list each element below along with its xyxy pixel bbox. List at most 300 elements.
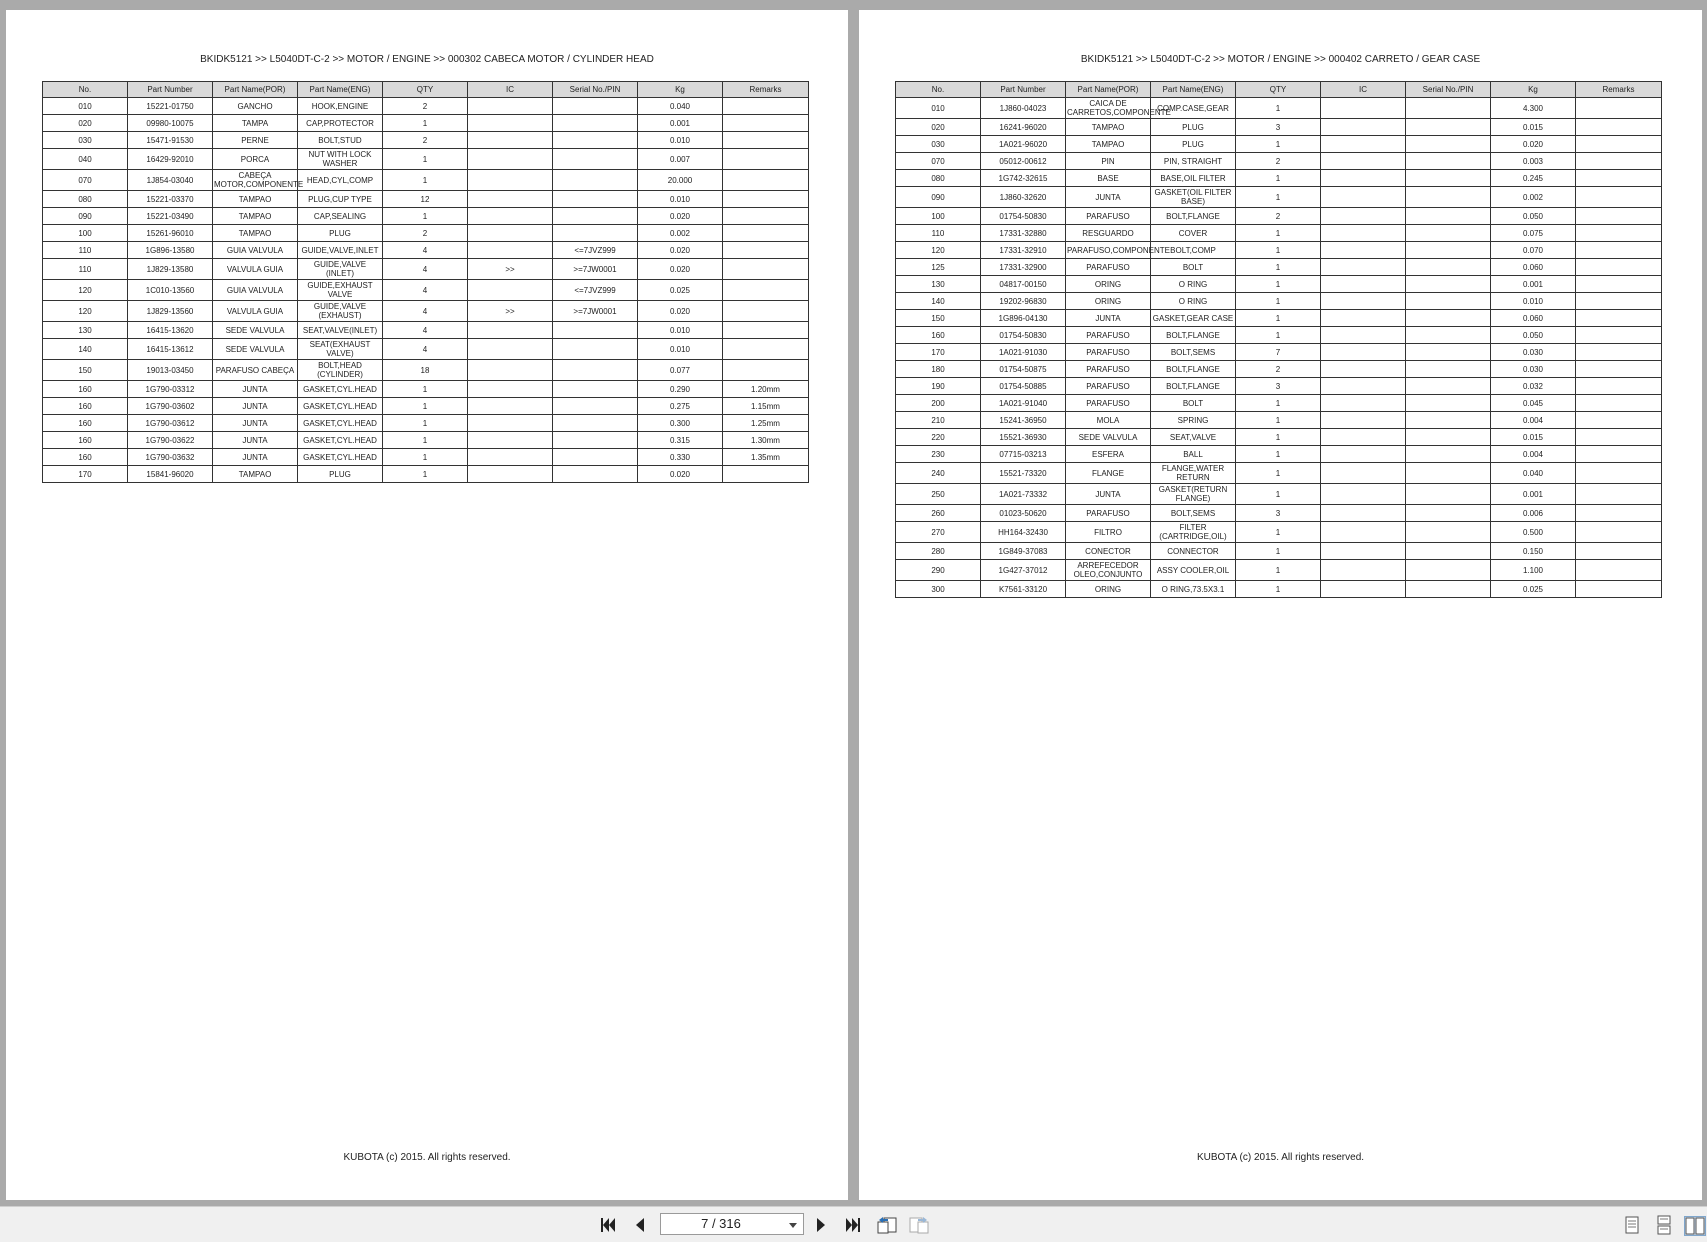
col-part-name-por-header: Part Name(POR) bbox=[213, 82, 298, 98]
col-part-name-eng-cell: COMP.CASE,GEAR bbox=[1151, 98, 1236, 119]
col-ic-cell bbox=[1321, 412, 1406, 429]
col-remarks-cell bbox=[1576, 259, 1662, 276]
col-qty-cell: 4 bbox=[383, 242, 468, 259]
col-serial-cell bbox=[1406, 429, 1491, 446]
col-no-cell: 160 bbox=[43, 449, 128, 466]
col-serial-cell: <=7JVZ999 bbox=[553, 280, 638, 301]
col-ic-cell bbox=[468, 280, 553, 301]
col-serial-cell bbox=[1406, 187, 1491, 208]
col-kg-cell: 0.020 bbox=[1491, 136, 1576, 153]
col-serial-cell bbox=[1406, 208, 1491, 225]
col-part-number-cell: 15241-36950 bbox=[981, 412, 1066, 429]
col-remarks-cell: 1.15mm bbox=[723, 398, 809, 415]
left-table-body bbox=[43, 98, 809, 483]
col-part-name-por-cell: BASE bbox=[1066, 170, 1151, 187]
col-qty-cell: 1 bbox=[1236, 293, 1321, 310]
col-no-cell: 030 bbox=[43, 132, 128, 149]
col-kg-cell: 0.004 bbox=[1491, 412, 1576, 429]
col-serial-cell bbox=[1406, 225, 1491, 242]
continuous-view-icon[interactable] bbox=[1656, 1216, 1672, 1234]
col-qty-cell: 1 bbox=[383, 449, 468, 466]
left-page-title: BKIDK5121 >> L5040DT-C-2 >> MOTOR / ENGINE >> 000302 CABECA MOTOR / CYLINDER HEAD bbox=[200, 54, 654, 65]
col-kg-header: Kg bbox=[638, 82, 723, 98]
col-qty-cell: 1 bbox=[1236, 412, 1321, 429]
table-row bbox=[896, 276, 1662, 293]
col-ic-cell bbox=[468, 225, 553, 242]
col-qty-cell: 3 bbox=[1236, 505, 1321, 522]
col-ic-cell bbox=[1321, 310, 1406, 327]
col-ic-cell bbox=[1321, 581, 1406, 598]
col-no-cell: 160 bbox=[896, 327, 981, 344]
col-part-name-por-cell: PARAFUSO bbox=[1066, 208, 1151, 225]
col-serial-cell: >=7JW0001 bbox=[553, 301, 638, 322]
col-qty-cell: 4 bbox=[383, 322, 468, 339]
col-ic-cell bbox=[1321, 446, 1406, 463]
col-part-number-cell: 16415-13620 bbox=[128, 322, 213, 339]
col-no-cell: 170 bbox=[43, 466, 128, 483]
right-page bbox=[859, 10, 1702, 1200]
col-no-cell: 100 bbox=[43, 225, 128, 242]
table-header-row bbox=[896, 82, 1662, 98]
col-part-name-eng-cell: HOOK,ENGINE bbox=[298, 98, 383, 115]
col-part-name-por-cell: JUNTA bbox=[1066, 187, 1151, 208]
col-remarks-cell bbox=[1576, 429, 1662, 446]
col-qty-cell: 1 bbox=[1236, 429, 1321, 446]
col-qty-cell: 1 bbox=[383, 398, 468, 415]
col-part-name-eng-cell: PLUG,CUP TYPE bbox=[298, 191, 383, 208]
col-kg-cell: 0.077 bbox=[638, 360, 723, 381]
col-part-name-por-cell: JUNTA bbox=[213, 398, 298, 415]
col-no-cell: 280 bbox=[896, 543, 981, 560]
table-row bbox=[43, 259, 809, 280]
col-remarks-cell bbox=[1576, 505, 1662, 522]
col-part-name-por-cell: CAICA DE CARRETOS,COMPONENTE bbox=[1067, 99, 1171, 117]
col-qty-header: QTY bbox=[383, 82, 468, 98]
col-part-name-eng-cell: BOLT,SEMS bbox=[1151, 344, 1236, 361]
col-part-name-por-cell: MOLA bbox=[1066, 412, 1151, 429]
col-part-number-cell: 1J860-32620 bbox=[981, 187, 1066, 208]
col-remarks-cell bbox=[1576, 378, 1662, 395]
right-table-body bbox=[896, 98, 1662, 598]
col-part-number-cell: HH164-32430 bbox=[981, 522, 1066, 543]
col-qty-cell: 1 bbox=[1236, 522, 1321, 543]
table-row bbox=[896, 378, 1662, 395]
col-ic-cell bbox=[1321, 344, 1406, 361]
col-remarks-cell bbox=[1576, 136, 1662, 153]
col-part-name-por-cell: CONECTOR bbox=[1066, 543, 1151, 560]
last-page-button[interactable] bbox=[843, 1215, 863, 1235]
table-row bbox=[43, 242, 809, 259]
col-no-cell: 020 bbox=[43, 115, 128, 132]
table-row bbox=[896, 293, 1662, 310]
col-serial-cell bbox=[553, 191, 638, 208]
col-part-name-eng-cell: GASKET,CYL.HEAD bbox=[298, 432, 383, 449]
col-remarks-cell bbox=[1576, 581, 1662, 598]
col-ic-cell bbox=[1321, 208, 1406, 225]
table-header-row bbox=[43, 82, 809, 98]
col-part-number-cell: 15841-96020 bbox=[128, 466, 213, 483]
col-no-cell: 100 bbox=[896, 208, 981, 225]
col-qty-cell: 1 bbox=[1236, 327, 1321, 344]
col-ic-cell bbox=[468, 149, 553, 170]
col-qty-cell: 1 bbox=[1236, 170, 1321, 187]
col-kg-cell: 0.500 bbox=[1491, 522, 1576, 543]
col-kg-cell: 0.030 bbox=[1491, 344, 1576, 361]
col-part-name-eng-cell: BOLT,FLANGE bbox=[1151, 361, 1236, 378]
table-row bbox=[896, 412, 1662, 429]
col-part-name-por-cell: JUNTA bbox=[213, 449, 298, 466]
col-part-name-eng-cell: PIN, STRAIGHT bbox=[1151, 153, 1236, 170]
col-remarks-cell bbox=[1576, 225, 1662, 242]
col-ic-cell bbox=[468, 415, 553, 432]
col-no-cell: 020 bbox=[896, 119, 981, 136]
col-part-number-cell: 07715-03213 bbox=[981, 446, 1066, 463]
col-no-cell: 170 bbox=[896, 344, 981, 361]
col-part-number-cell: 1J829-13580 bbox=[128, 259, 213, 280]
col-qty-cell: 3 bbox=[1236, 378, 1321, 395]
next-page-icon bbox=[814, 1217, 828, 1233]
table-row bbox=[896, 429, 1662, 446]
col-part-name-eng-cell: BOLT,STUD bbox=[298, 132, 383, 149]
table-row bbox=[896, 446, 1662, 463]
col-qty-cell: 1 bbox=[383, 208, 468, 225]
col-ic-cell bbox=[468, 432, 553, 449]
col-kg-cell: 0.290 bbox=[638, 381, 723, 398]
next-page-button[interactable] bbox=[811, 1215, 831, 1235]
col-part-number-cell: 1G790-03632 bbox=[128, 449, 213, 466]
col-serial-cell bbox=[553, 98, 638, 115]
col-no-cell: 040 bbox=[43, 149, 128, 170]
col-part-name-eng-cell: FLANGE,WATER RETURN bbox=[1151, 463, 1236, 484]
col-part-name-por-cell: JUNTA bbox=[1066, 484, 1151, 505]
col-serial-cell bbox=[553, 432, 638, 449]
col-part-name-eng-cell: SPRING bbox=[1151, 412, 1236, 429]
table-row bbox=[896, 361, 1662, 378]
col-no-cell: 070 bbox=[43, 170, 128, 191]
table-row bbox=[896, 153, 1662, 170]
col-qty-cell: 1 bbox=[383, 170, 468, 191]
col-ic-cell bbox=[468, 339, 553, 360]
col-kg-cell: 0.001 bbox=[1491, 276, 1576, 293]
col-qty-cell: 1 bbox=[1236, 581, 1321, 598]
col-kg-cell: 0.020 bbox=[638, 242, 723, 259]
go-forward-view-button[interactable] bbox=[908, 1215, 930, 1235]
col-part-name-por-header: Part Name(POR) bbox=[1066, 82, 1151, 98]
col-serial-cell bbox=[553, 208, 638, 225]
col-part-name-por-cell: PARAFUSO bbox=[1066, 505, 1151, 522]
col-part-name-por-cell: TAMPAO bbox=[1066, 119, 1151, 136]
col-remarks-cell bbox=[723, 466, 809, 483]
back-view-icon bbox=[876, 1215, 898, 1235]
viewer-toolbar bbox=[0, 1206, 1707, 1242]
col-part-number-cell: 01754-50885 bbox=[981, 378, 1066, 395]
table-row bbox=[896, 327, 1662, 344]
col-remarks-cell bbox=[1576, 543, 1662, 560]
col-kg-cell: 0.020 bbox=[638, 259, 723, 280]
col-remarks-cell: 1.25mm bbox=[723, 415, 809, 432]
col-ic-cell bbox=[468, 132, 553, 149]
col-ic-cell bbox=[468, 191, 553, 208]
col-qty-cell: 2 bbox=[1236, 208, 1321, 225]
col-part-name-eng-cell: BOLT bbox=[1151, 395, 1236, 412]
table-row bbox=[43, 301, 809, 322]
table-row bbox=[896, 119, 1662, 136]
col-part-name-eng-cell: O RING,73.5X3.1 bbox=[1151, 581, 1236, 598]
col-qty-cell: 2 bbox=[1236, 361, 1321, 378]
col-qty-cell: 1 bbox=[1236, 276, 1321, 293]
col-kg-cell: 0.245 bbox=[1491, 170, 1576, 187]
col-part-name-eng-cell: PLUG bbox=[1151, 136, 1236, 153]
col-serial-cell bbox=[553, 225, 638, 242]
col-qty-cell: 1 bbox=[1236, 310, 1321, 327]
col-kg-cell: 0.060 bbox=[1491, 310, 1576, 327]
single-page-view-icon[interactable] bbox=[1624, 1216, 1640, 1234]
col-part-name-eng-cell: SEAT,VALVE(INLET) bbox=[298, 322, 383, 339]
col-ic-cell bbox=[1321, 259, 1406, 276]
col-ic-cell bbox=[468, 322, 553, 339]
col-remarks-cell bbox=[1576, 119, 1662, 136]
col-serial-cell bbox=[1406, 276, 1491, 293]
col-kg-cell: 0.006 bbox=[1491, 505, 1576, 522]
col-qty-cell: 4 bbox=[383, 280, 468, 301]
col-ic-cell bbox=[1321, 242, 1406, 259]
first-page-icon bbox=[599, 1217, 617, 1233]
col-serial-cell bbox=[1406, 310, 1491, 327]
col-part-name-por-cell: JUNTA bbox=[213, 432, 298, 449]
col-kg-cell: 0.010 bbox=[638, 191, 723, 208]
col-ic-cell bbox=[1321, 378, 1406, 395]
right-page-footer: KUBOTA (c) 2015. All rights reserved. bbox=[1196, 1152, 1365, 1163]
col-part-name-por-cell: ORING bbox=[1066, 276, 1151, 293]
col-kg-cell: 0.002 bbox=[1491, 187, 1576, 208]
col-kg-cell: 0.015 bbox=[1491, 429, 1576, 446]
col-qty-cell: 18 bbox=[383, 360, 468, 381]
col-no-cell: 150 bbox=[896, 310, 981, 327]
col-serial-cell bbox=[553, 132, 638, 149]
col-kg-cell: 0.330 bbox=[638, 449, 723, 466]
col-serial-cell bbox=[1406, 259, 1491, 276]
col-part-name-eng-cell: BOLT,SEMS bbox=[1151, 505, 1236, 522]
col-part-number-cell: 1J860-04023 bbox=[981, 98, 1066, 119]
col-part-number-cell: 1A021-73332 bbox=[981, 484, 1066, 505]
table-row bbox=[896, 395, 1662, 412]
col-part-name-eng-cell: O RING bbox=[1151, 293, 1236, 310]
col-part-number-cell: 1G427-37012 bbox=[981, 560, 1066, 581]
col-kg-cell: 4.300 bbox=[1491, 98, 1576, 119]
col-serial-cell bbox=[1406, 170, 1491, 187]
col-no-cell: 190 bbox=[896, 378, 981, 395]
col-no-cell: 090 bbox=[896, 187, 981, 208]
col-part-number-cell: 15521-36930 bbox=[981, 429, 1066, 446]
col-serial-cell bbox=[553, 415, 638, 432]
col-kg-cell: 0.015 bbox=[1491, 119, 1576, 136]
col-serial-cell bbox=[553, 170, 638, 191]
col-part-number-cell: 16429-92010 bbox=[128, 149, 213, 170]
table-row bbox=[896, 170, 1662, 187]
col-no-cell: 140 bbox=[43, 339, 128, 360]
col-part-name-eng-cell: PLUG bbox=[1151, 119, 1236, 136]
col-qty-cell: 1 bbox=[383, 432, 468, 449]
previous-page-icon bbox=[633, 1217, 647, 1233]
col-kg-cell: 0.030 bbox=[1491, 361, 1576, 378]
col-no-cell: 290 bbox=[896, 560, 981, 581]
col-remarks-cell bbox=[1576, 276, 1662, 293]
col-part-name-por-cell: TAMPAO bbox=[1066, 136, 1151, 153]
col-part-number-cell: 1G896-13580 bbox=[128, 242, 213, 259]
page-number-dropdown[interactable] bbox=[660, 1213, 804, 1235]
first-page-button[interactable] bbox=[598, 1215, 618, 1235]
col-part-name-por-cell: PORCA bbox=[213, 149, 298, 170]
col-serial-cell bbox=[553, 115, 638, 132]
col-serial-cell bbox=[553, 149, 638, 170]
table-row bbox=[43, 280, 809, 301]
col-serial-cell bbox=[1406, 98, 1491, 119]
col-serial-header: Serial No./PIN bbox=[553, 82, 638, 98]
table-row bbox=[896, 560, 1662, 581]
previous-page-button[interactable] bbox=[630, 1215, 650, 1235]
col-no-cell: 080 bbox=[43, 191, 128, 208]
col-kg-cell: 0.150 bbox=[1491, 543, 1576, 560]
col-part-number-cell: 1J829-13560 bbox=[128, 301, 213, 322]
col-ic-cell bbox=[468, 115, 553, 132]
col-part-number-cell: 1G790-03602 bbox=[128, 398, 213, 415]
col-part-name-eng-cell: HEAD,CYL,COMP bbox=[298, 170, 383, 191]
col-part-name-por-cell: PARAFUSO bbox=[1066, 344, 1151, 361]
col-part-name-por-cell: RESGUARDO bbox=[1066, 225, 1151, 242]
table-row bbox=[43, 432, 809, 449]
col-part-name-por-cell: SEDE VALVULA bbox=[1066, 429, 1151, 446]
col-serial-cell bbox=[553, 398, 638, 415]
col-kg-cell: 0.275 bbox=[638, 398, 723, 415]
col-no-cell: 160 bbox=[43, 432, 128, 449]
go-back-view-button[interactable] bbox=[876, 1215, 898, 1235]
col-part-name-eng-cell: PLUG bbox=[298, 225, 383, 242]
col-kg-cell: 0.045 bbox=[1491, 395, 1576, 412]
table-row bbox=[43, 398, 809, 415]
col-qty-cell: 1 bbox=[1236, 242, 1321, 259]
col-serial-cell bbox=[1406, 446, 1491, 463]
col-ic-cell bbox=[468, 449, 553, 466]
col-no-cell: 270 bbox=[896, 522, 981, 543]
col-remarks-cell bbox=[1576, 484, 1662, 505]
col-part-name-por-cell: SEDE VALVULA bbox=[213, 322, 298, 339]
col-remarks-header: Remarks bbox=[723, 82, 809, 98]
col-no-cell: 110 bbox=[896, 225, 981, 242]
col-remarks-cell bbox=[723, 115, 809, 132]
col-qty-cell: 12 bbox=[383, 191, 468, 208]
col-kg-cell: 0.050 bbox=[1491, 208, 1576, 225]
col-part-name-eng-cell: ASSY COOLER,OIL bbox=[1151, 560, 1236, 581]
two-page-view-icon[interactable] bbox=[1684, 1216, 1706, 1236]
col-kg-cell: 0.010 bbox=[638, 339, 723, 360]
col-part-number-cell: 19013-03450 bbox=[128, 360, 213, 381]
col-serial-cell bbox=[1406, 378, 1491, 395]
col-part-name-por-cell: TAMPAO bbox=[213, 225, 298, 242]
col-qty-cell: 4 bbox=[383, 339, 468, 360]
col-ic-cell bbox=[1321, 98, 1406, 119]
col-qty-cell: 1 bbox=[1236, 225, 1321, 242]
col-no-cell: 210 bbox=[896, 412, 981, 429]
col-part-number-cell: K7561-33120 bbox=[981, 581, 1066, 598]
chevron-down-icon bbox=[789, 1223, 797, 1228]
col-part-name-eng-cell: PLUG bbox=[298, 466, 383, 483]
left-page bbox=[6, 10, 848, 1200]
col-kg-cell: 0.004 bbox=[1491, 446, 1576, 463]
col-part-number-cell: 1G742-32615 bbox=[981, 170, 1066, 187]
col-part-name-por-cell: JUNTA bbox=[1066, 310, 1151, 327]
col-remarks-cell bbox=[723, 242, 809, 259]
col-no-cell: 130 bbox=[896, 276, 981, 293]
col-ic-cell bbox=[1321, 484, 1406, 505]
last-page-icon bbox=[844, 1217, 862, 1233]
col-part-number-cell: 17331-32900 bbox=[981, 259, 1066, 276]
col-part-name-eng-cell: BASE,OIL FILTER bbox=[1151, 170, 1236, 187]
col-no-cell: 110 bbox=[43, 259, 128, 280]
col-part-name-por-cell: PERNE bbox=[213, 132, 298, 149]
col-part-name-por-cell: PARAFUSO bbox=[1066, 259, 1151, 276]
col-ic-cell: >> bbox=[468, 259, 553, 280]
col-part-name-por-cell: JUNTA bbox=[213, 381, 298, 398]
col-no-header: No. bbox=[43, 82, 128, 98]
col-remarks-cell bbox=[1576, 153, 1662, 170]
col-no-cell: 070 bbox=[896, 153, 981, 170]
col-part-number-cell: 1A021-91040 bbox=[981, 395, 1066, 412]
col-serial-cell: <=7JVZ999 bbox=[553, 242, 638, 259]
col-part-name-eng-cell: BOLT,HEAD (CYLINDER) bbox=[298, 360, 383, 381]
col-part-name-por-cell: TAMPAO bbox=[213, 466, 298, 483]
col-remarks-cell bbox=[723, 149, 809, 170]
col-no-cell: 180 bbox=[896, 361, 981, 378]
col-no-cell: 130 bbox=[43, 322, 128, 339]
col-serial-cell bbox=[1406, 505, 1491, 522]
col-part-name-por-cell: FILTRO bbox=[1066, 522, 1151, 543]
table-row bbox=[896, 344, 1662, 361]
col-part-name-por-cell: TAMPA bbox=[213, 115, 298, 132]
table-row bbox=[896, 310, 1662, 327]
col-qty-cell: 1 bbox=[1236, 463, 1321, 484]
col-ic-cell bbox=[1321, 276, 1406, 293]
col-remarks-cell bbox=[723, 280, 809, 301]
col-part-name-eng-cell: BOLT,FLANGE bbox=[1151, 208, 1236, 225]
col-remarks-cell bbox=[1576, 208, 1662, 225]
col-part-name-eng-cell: BOLT,FLANGE bbox=[1151, 327, 1236, 344]
col-part-number-cell: 15221-03490 bbox=[128, 208, 213, 225]
table-row bbox=[43, 339, 809, 360]
col-part-number-cell: 16415-13612 bbox=[128, 339, 213, 360]
col-part-number-cell: 01754-50830 bbox=[981, 327, 1066, 344]
col-remarks-cell bbox=[1576, 560, 1662, 581]
table-row bbox=[896, 208, 1662, 225]
col-part-name-por-cell: FLANGE bbox=[1066, 463, 1151, 484]
col-remarks-cell bbox=[723, 301, 809, 322]
col-part-number-cell: 17331-32910 bbox=[981, 242, 1066, 259]
col-kg-cell: 1.100 bbox=[1491, 560, 1576, 581]
col-part-number-cell: 1C010-13560 bbox=[128, 280, 213, 301]
col-serial-cell bbox=[1406, 484, 1491, 505]
col-no-cell: 150 bbox=[43, 360, 128, 381]
col-part-name-eng-cell: FILTER (CARTRIDGE,OIL) bbox=[1151, 522, 1236, 543]
col-remarks-cell bbox=[723, 259, 809, 280]
col-part-name-por-cell: PIN bbox=[1066, 153, 1151, 170]
table-row bbox=[43, 132, 809, 149]
col-serial-cell bbox=[1406, 543, 1491, 560]
col-serial-cell bbox=[1406, 344, 1491, 361]
col-remarks-cell bbox=[1576, 242, 1662, 259]
table-row bbox=[43, 191, 809, 208]
col-part-number-cell: 1G790-03612 bbox=[128, 415, 213, 432]
col-no-cell: 090 bbox=[43, 208, 128, 225]
col-no-cell: 010 bbox=[896, 98, 981, 119]
